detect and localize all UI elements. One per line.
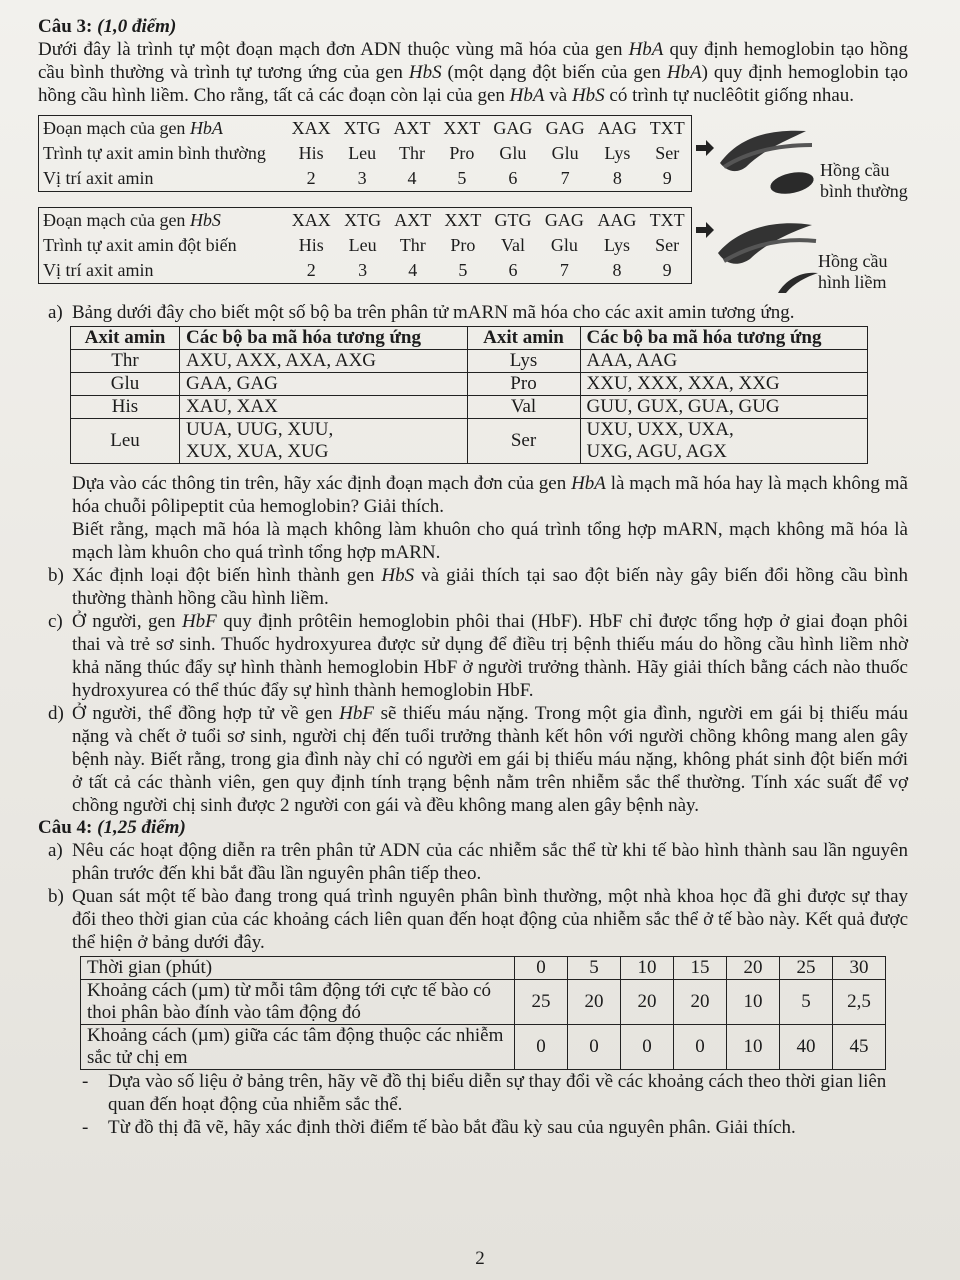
question-3a-note: Biết rằng, mạch mã hóa là mạch không làm khuôn cho quá trình tổng hợp mARN, mạch không mã hóa là mạch làm khuôn cho quá trình tổng hợp mARN. — [72, 519, 908, 563]
codon-table-row: His XAU, XAX Val GUU, GUX, GUA, GUG — [71, 396, 868, 419]
codon-table — [70, 326, 868, 464]
question-4b-task-1: - Dựa vào số liệu ở bảng trên, hãy vẽ đồ thị biểu diễn sự thay đổi về các khoảng cách theo thời gian liên quan đến hoạt động của nhiễm sắc thể. — [82, 1071, 887, 1115]
hbs-position-row: Vị trí axit amin 2 3 4 5 6 7 8 9 — [43, 260, 672, 280]
hba-position-row: Vị trí axit amin 2 3 4 5 6 7 8 9 — [43, 168, 672, 188]
question-4-title: Câu 4: (1,25 điểm) — [38, 817, 186, 838]
hbs-sequence-box — [38, 207, 692, 284]
page-number: 2 — [475, 1248, 485, 1269]
codon-table-row: Glu GAA, GAG Pro XXU, XXX, XXA, XXG — [71, 373, 868, 396]
hbs-codon-row: Đoạn mạch của gen HbS XAX XTG AXT XXT GTG GAG AAG TXT — [43, 210, 685, 230]
question-3c: c) Ở người, gen HbF quy định prôtêin hemoglobin phôi thai (HbF). HbF chỉ được tổng hợp ở giai đoạn phôi thai và trẻ sơ sinh. Thuốc hydroxyurea được sử dụng để điều trị bệnh thiếu máu do hồng cầu hình liềm nhờ khả năng thúc đẩy sự hình thành hemoglobin HbF ở người trưởng thành. Hãy giải thích bằng cách nào thuốc hydroxyurea có thể thúc đẩy sự hình thành hemoglobin HbF. — [48, 611, 909, 701]
question-3-intro: Dưới đây là trình tự một đoạn mạch đơn ADN thuộc vùng mã hóa của gen HbA quy định hemoglobin tạo hồng cầu bình thường và trình tự tương ứng của gen HbS (một dạng đột biến của gen HbA) quy định hemoglobin tạo hồng cầu hình liềm. Cho rằng, tất cả các đoạn còn lại của gen HbA và HbS có trình tự nuclêôtit giống nhau. — [38, 39, 909, 106]
sister-centromere-distance-row: Khoảng cách (µm) giữa các tâm động thuộc các nhiễm sắc tử chị em 0 0 0 0 10 40 45 — [81, 1025, 886, 1070]
question-4a: a) Nêu các hoạt động diễn ra trên phân tử ADN của các nhiễm sắc thể từ khi tế bào hình thành sau lần nguyên phân trước đến khi bắt đầu lần nguyên phân tiếp theo. — [48, 840, 908, 884]
gene-comparison — [38, 115, 908, 297]
arrow-icon — [696, 140, 714, 156]
normal-cell-label: Hồng cầu bình thường — [820, 160, 908, 201]
question-3b: b) Xác định loại đột biến hình thành gen HbS và giải thích tại sao đột biến này gây biến đổi hồng cầu bình thường thành hồng cầu hình liềm. — [48, 565, 908, 609]
sickle-cell-label: Hồng cầu hình liềm — [818, 251, 888, 292]
sickle-red-cell-icon — [778, 273, 818, 293]
normal-hemoglobin-illustration — [694, 123, 824, 201]
normal-red-cell-icon — [768, 169, 815, 198]
codon-table-row: Thr AXU, AXX, AXA, AXG Lys AAA, AAG — [71, 350, 868, 373]
hba-sequence-box — [38, 115, 692, 192]
question-3-title: Câu 3: (1,0 điểm) — [38, 16, 177, 37]
question-4b: b) Quan sát một tế bào đang trong quá trình nguyên phân bình thường, một nhà khoa học đã ghi được sự thay đổi theo thời gian của các khoảng cách liên quan đến hoạt động của nhiễm sắc thể ở tế bào này. Kết quả được thể hiện ở bảng dưới đây. — [48, 886, 908, 953]
distance-time-table — [80, 956, 886, 1070]
question-4b-task-2: - Từ đồ thị đã vẽ, hãy xác định thời điểm tế bào bắt đầu kỳ sau của nguyên phân. Giải thích. — [82, 1117, 796, 1138]
question-3a-task: Dựa vào các thông tin trên, hãy xác định đoạn mạch đơn của gen HbA là mạch mã hóa hay là mạch không mã hóa chuỗi pôlipeptit của hemoglobin? Giải thích. — [72, 473, 908, 517]
codon-table-row: Leu UUA, UUG, XUU, XUX, XUA, XUG Ser UXU, UXX, UXA, UXG, AGU, AGX — [71, 419, 868, 464]
hba-amino-row: Trình tự axit amin bình thường His Leu Thr Pro Glu Glu Lys Ser — [43, 143, 680, 163]
hba-codon-row: Đoạn mạch của gen HbA XAX XTG AXT XXT GAG GAG AAG TXT — [43, 118, 685, 138]
codon-table-header: Axit amin Các bộ ba mã hóa tương ứng Axit amin Các bộ ba mã hóa tương ứng — [71, 327, 868, 350]
centromere-pole-distance-row: Khoảng cách (µm) từ mỗi tâm động tới cực tế bào có thoi phân bào đính vào tâm động đó 25 20 20 20 10 5 2,5 — [81, 980, 886, 1025]
hbs-amino-row: Trình tự axit amin đột biến His Leu Thr Pro Val Glu Lys Ser — [43, 235, 680, 255]
time-row: Thời gian (phút) 0 5 10 15 20 25 30 — [81, 957, 886, 980]
sickle-hemoglobin-illustration — [694, 211, 824, 295]
page-content — [38, 16, 908, 1139]
arrow-icon — [696, 222, 714, 238]
question-3a-intro: a) Bảng dưới đây cho biết một số bộ ba trên phân tử mARN mã hóa cho các axit amin tương ứng. — [48, 302, 795, 323]
question-3d: d) Ở người, thể đồng hợp tử về gen HbF sẽ thiếu máu nặng. Trong một gia đình, người em gái bị thiếu máu nặng và chết ở tuổi sơ sinh, người chị đến tuổi trưởng thành kết hôn với người chồng không mang alen gây bệnh này. Biết rằng, trong gia đình này chỉ có người em gái bị thiếu máu nặng, không phát sinh đột biến mới ở tất cả các thành viên, gen quy định tính trạng bệnh nằm trên nhiễm sắc thể thường. Tính xác suất để vợ chồng người chị sinh được 2 người con gái và đều không mang alen gây bệnh này. — [48, 703, 908, 816]
